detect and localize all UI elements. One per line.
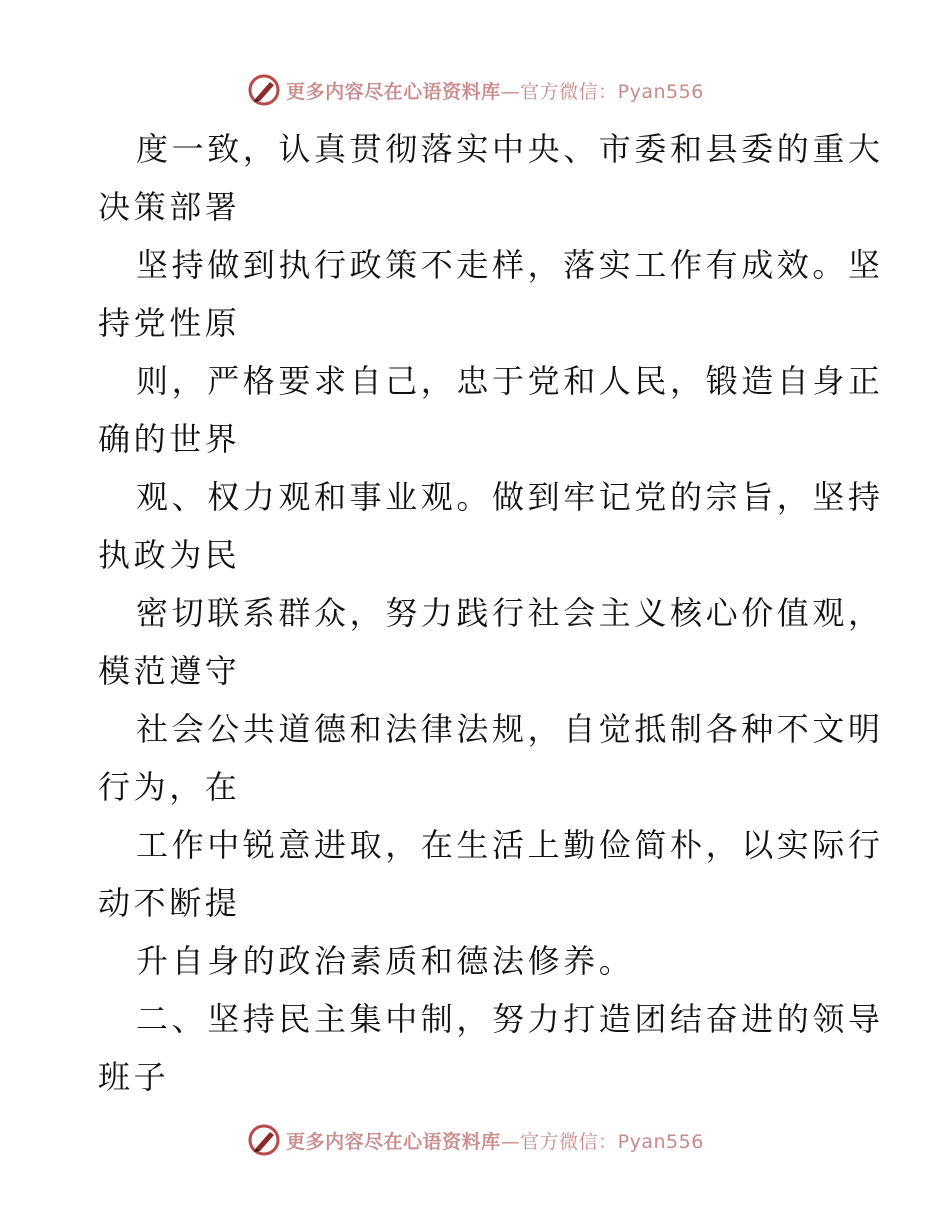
text-line: 模范遵守 <box>98 652 241 690</box>
pen-logo-icon <box>246 72 282 108</box>
header-watermark <box>0 70 950 110</box>
text-line: 坚持做到执行政策不走样，落实工作有成效。坚 <box>136 246 884 284</box>
watermark-contact-text: 官方微信：Pyan556 <box>520 1130 704 1153</box>
text-line: 行为，在 <box>98 768 241 806</box>
text-line: 社会公共道德和法律法规，自觉抵制各种不文明 <box>136 710 884 748</box>
watermark-dash: — <box>500 80 521 103</box>
watermark-contact-text: 官方微信：Pyan556 <box>520 80 704 103</box>
text-line: 动不断提 <box>98 884 241 922</box>
text-line: 工作中锐意进取，在生活上勤俭简朴，以实际行 <box>136 826 884 864</box>
text-line: 班子 <box>98 1058 170 1096</box>
text-line: 升自身的政治素质和德法修养。 <box>136 942 635 980</box>
text-line: 执政为民 <box>98 536 241 574</box>
text-line: 密切联系群众，努力践行社会主义核心价值观， <box>136 594 884 632</box>
text-line: 持党性原 <box>98 304 241 342</box>
text-line: 决策部署 <box>98 188 241 226</box>
watermark-main-text: 更多内容尽在心语资料库 <box>286 80 501 103</box>
text-line: 度一致，认真贯彻落实中央、市委和县委的重大 <box>136 130 884 168</box>
pen-logo-icon <box>246 1122 282 1158</box>
text-line: 确的世界 <box>98 420 241 458</box>
document-body <box>98 120 884 1106</box>
footer-watermark <box>0 1120 950 1160</box>
text-line: 二、坚持民主集中制，努力打造团结奋进的领导 <box>136 1000 884 1038</box>
text-line: 观、权力观和事业观。做到牢记党的宗旨，坚持 <box>136 478 884 516</box>
text-line: 则，严格要求自己，忠于党和人民，锻造自身正 <box>136 362 884 400</box>
watermark-dash: — <box>500 1130 521 1153</box>
watermark-main-text: 更多内容尽在心语资料库 <box>286 1130 501 1153</box>
